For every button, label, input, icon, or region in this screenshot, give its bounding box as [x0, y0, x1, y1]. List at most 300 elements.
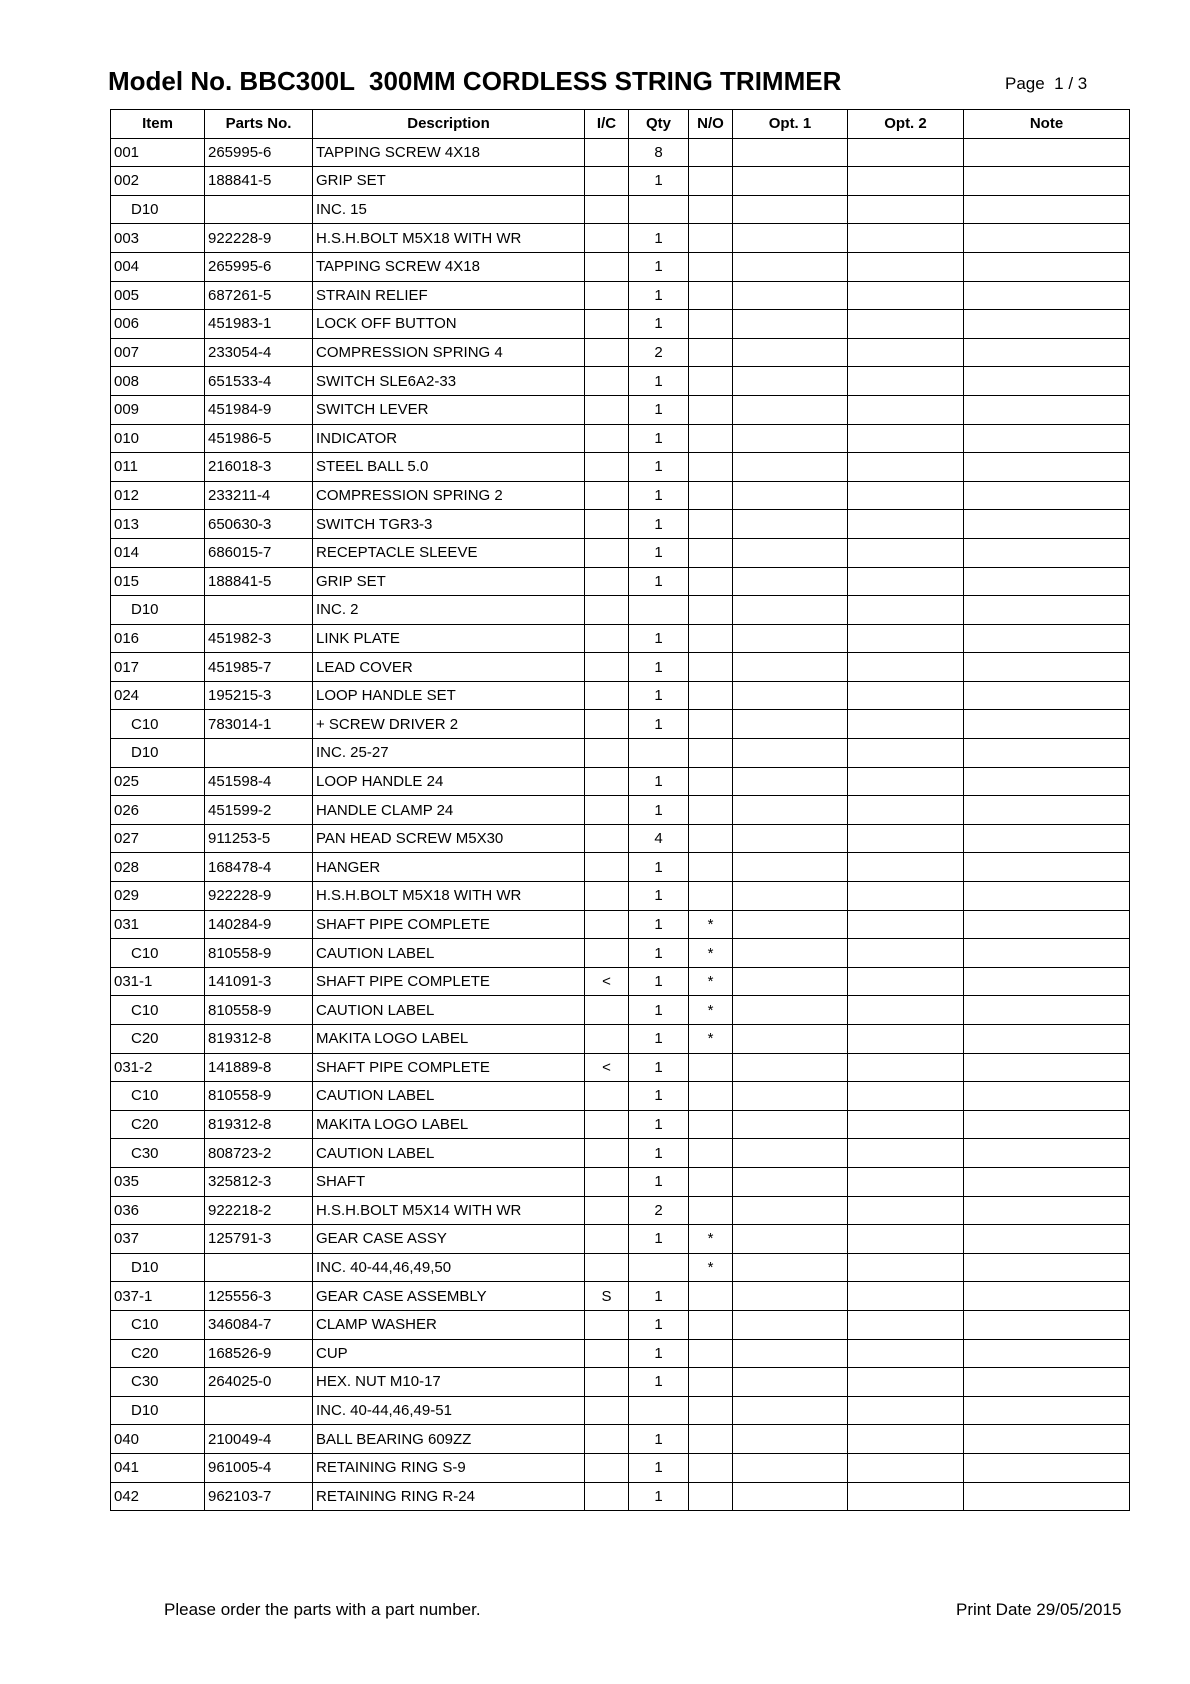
cell-note — [964, 281, 1130, 310]
cell-qty: 1 — [629, 310, 689, 339]
cell-note — [964, 882, 1130, 911]
cell-note — [964, 1482, 1130, 1511]
cell-no — [689, 653, 733, 682]
cell-item: 015 — [111, 567, 205, 596]
cell-opt2 — [848, 796, 964, 825]
cell-description: H.S.H.BOLT M5X18 WITH WR — [313, 224, 585, 253]
cell-no — [689, 567, 733, 596]
table-row — [111, 1453, 1130, 1482]
cell-parts-no — [205, 195, 313, 224]
cell-opt1 — [733, 1282, 848, 1311]
table-row — [111, 367, 1130, 396]
cell-ic — [585, 1368, 629, 1397]
table-row — [111, 138, 1130, 167]
cell-opt2 — [848, 681, 964, 710]
cell-no — [689, 224, 733, 253]
table-row — [111, 710, 1130, 739]
cell-description: GRIP SET — [313, 567, 585, 596]
cell-opt1 — [733, 1025, 848, 1054]
cell-note — [964, 310, 1130, 339]
cell-description: MAKITA LOGO LABEL — [313, 1025, 585, 1054]
cell-qty: 1 — [629, 996, 689, 1025]
cell-description: COMPRESSION SPRING 4 — [313, 338, 585, 367]
cell-item: 010 — [111, 424, 205, 453]
cell-item: C10 — [111, 1310, 205, 1339]
cell-note — [964, 910, 1130, 939]
cell-item: 014 — [111, 538, 205, 567]
cell-opt1 — [733, 1396, 848, 1425]
cell-note — [964, 1025, 1130, 1054]
cell-opt2 — [848, 1196, 964, 1225]
column-header-parts-no: Parts No. — [205, 110, 313, 139]
cell-no — [689, 853, 733, 882]
cell-no — [689, 710, 733, 739]
cell-ic — [585, 481, 629, 510]
cell-parts-no: 687261-5 — [205, 281, 313, 310]
cell-no — [689, 767, 733, 796]
cell-description: SWITCH LEVER — [313, 395, 585, 424]
cell-opt2 — [848, 653, 964, 682]
cell-ic — [585, 1396, 629, 1425]
cell-note — [964, 853, 1130, 882]
cell-parts-no: 819312-8 — [205, 1110, 313, 1139]
cell-no — [689, 1110, 733, 1139]
cell-no — [689, 252, 733, 281]
cell-note — [964, 424, 1130, 453]
cell-description: RECEPTACLE SLEEVE — [313, 538, 585, 567]
cell-opt1 — [733, 567, 848, 596]
cell-parts-no: 168526-9 — [205, 1339, 313, 1368]
cell-description: RETAINING RING R-24 — [313, 1482, 585, 1511]
cell-opt1 — [733, 624, 848, 653]
cell-description: RETAINING RING S-9 — [313, 1453, 585, 1482]
cell-no — [689, 1196, 733, 1225]
cell-no — [689, 481, 733, 510]
cell-no — [689, 1310, 733, 1339]
cell-qty: 1 — [629, 1339, 689, 1368]
cell-ic — [585, 1339, 629, 1368]
cell-opt2 — [848, 453, 964, 482]
cell-opt1 — [733, 252, 848, 281]
cell-qty: 1 — [629, 510, 689, 539]
cell-item: 008 — [111, 367, 205, 396]
cell-item: C20 — [111, 1110, 205, 1139]
cell-opt2 — [848, 967, 964, 996]
table-row — [111, 1425, 1130, 1454]
table-row — [111, 653, 1130, 682]
table-row — [111, 224, 1130, 253]
cell-item: 029 — [111, 882, 205, 911]
cell-parts-no: 783014-1 — [205, 710, 313, 739]
cell-opt1 — [733, 1310, 848, 1339]
cell-note — [964, 824, 1130, 853]
cell-qty: 4 — [629, 824, 689, 853]
table-row — [111, 739, 1130, 768]
cell-qty: 1 — [629, 395, 689, 424]
cell-no — [689, 424, 733, 453]
cell-item: 026 — [111, 796, 205, 825]
cell-item: 003 — [111, 224, 205, 253]
cell-ic — [585, 710, 629, 739]
cell-item: C20 — [111, 1339, 205, 1368]
column-header-item: Item — [111, 110, 205, 139]
table-row — [111, 1196, 1130, 1225]
cell-opt2 — [848, 567, 964, 596]
column-header-ic: I/C — [585, 110, 629, 139]
cell-ic — [585, 1310, 629, 1339]
cell-note — [964, 1282, 1130, 1311]
table-row — [111, 1053, 1130, 1082]
table-row — [111, 395, 1130, 424]
cell-no — [689, 1082, 733, 1111]
cell-parts-no — [205, 1253, 313, 1282]
cell-ic — [585, 1453, 629, 1482]
cell-note — [964, 939, 1130, 968]
table-row — [111, 1225, 1130, 1254]
cell-note — [964, 224, 1130, 253]
cell-description: STRAIN RELIEF — [313, 281, 585, 310]
cell-item: 024 — [111, 681, 205, 710]
cell-note — [964, 1082, 1130, 1111]
table-row — [111, 596, 1130, 625]
cell-no: * — [689, 1253, 733, 1282]
cell-qty: 1 — [629, 224, 689, 253]
cell-description: INDICATOR — [313, 424, 585, 453]
cell-opt1 — [733, 882, 848, 911]
table-row — [111, 453, 1130, 482]
cell-parts-no: 195215-3 — [205, 681, 313, 710]
cell-note — [964, 1425, 1130, 1454]
cell-qty: 1 — [629, 1282, 689, 1311]
cell-no — [689, 1425, 733, 1454]
cell-item: 004 — [111, 252, 205, 281]
cell-ic — [585, 224, 629, 253]
cell-opt1 — [733, 1110, 848, 1139]
cell-description: GRIP SET — [313, 167, 585, 196]
cell-description: INC. 40-44,46,49,50 — [313, 1253, 585, 1282]
cell-parts-no: 651533-4 — [205, 367, 313, 396]
cell-no — [689, 596, 733, 625]
cell-no — [689, 167, 733, 196]
cell-parts-no: 922218-2 — [205, 1196, 313, 1225]
cell-no: * — [689, 1025, 733, 1054]
cell-opt1 — [733, 596, 848, 625]
cell-ic — [585, 1025, 629, 1054]
table-row — [111, 167, 1130, 196]
cell-parts-no: 141889-8 — [205, 1053, 313, 1082]
cell-opt2 — [848, 510, 964, 539]
cell-item: 031 — [111, 910, 205, 939]
cell-note — [964, 1225, 1130, 1254]
table-row — [111, 1396, 1130, 1425]
table-row — [111, 824, 1130, 853]
cell-item: D10 — [111, 1253, 205, 1282]
cell-description: INC. 2 — [313, 596, 585, 625]
cell-parts-no: 911253-5 — [205, 824, 313, 853]
cell-qty: 1 — [629, 1082, 689, 1111]
cell-ic: < — [585, 967, 629, 996]
cell-opt1 — [733, 167, 848, 196]
cell-description: CAUTION LABEL — [313, 939, 585, 968]
cell-description: TAPPING SCREW 4X18 — [313, 252, 585, 281]
cell-parts-no: 686015-7 — [205, 538, 313, 567]
cell-qty: 1 — [629, 967, 689, 996]
table-row — [111, 1110, 1130, 1139]
footer-print-date: Print Date 29/05/2015 — [956, 1600, 1122, 1619]
cell-note — [964, 252, 1130, 281]
cell-qty: 2 — [629, 1196, 689, 1225]
cell-parts-no — [205, 596, 313, 625]
table-header-row — [111, 110, 1130, 139]
cell-opt2 — [848, 1396, 964, 1425]
cell-qty: 1 — [629, 939, 689, 968]
cell-note — [964, 1310, 1130, 1339]
cell-description: INC. 40-44,46,49-51 — [313, 1396, 585, 1425]
table-row — [111, 624, 1130, 653]
table-row — [111, 1167, 1130, 1196]
cell-opt1 — [733, 138, 848, 167]
footer-order-note: Please order the parts with a part number. — [164, 1600, 481, 1619]
cell-qty: 1 — [629, 481, 689, 510]
cell-item: 031-2 — [111, 1053, 205, 1082]
cell-opt1 — [733, 281, 848, 310]
table-row — [111, 1082, 1130, 1111]
cell-opt2 — [848, 624, 964, 653]
cell-parts-no: 961005-4 — [205, 1453, 313, 1482]
cell-no — [689, 395, 733, 424]
cell-qty: 1 — [629, 1368, 689, 1397]
cell-ic — [585, 138, 629, 167]
cell-opt1 — [733, 1339, 848, 1368]
cell-item: 001 — [111, 138, 205, 167]
cell-description: SWITCH TGR3-3 — [313, 510, 585, 539]
table-row — [111, 567, 1130, 596]
cell-opt2 — [848, 1053, 964, 1082]
cell-no — [689, 310, 733, 339]
cell-opt1 — [733, 1425, 848, 1454]
cell-parts-no: 216018-3 — [205, 453, 313, 482]
cell-item: 016 — [111, 624, 205, 653]
cell-description: PAN HEAD SCREW M5X30 — [313, 824, 585, 853]
table-row — [111, 1139, 1130, 1168]
cell-ic — [585, 1225, 629, 1254]
cell-qty: 1 — [629, 281, 689, 310]
cell-note — [964, 138, 1130, 167]
cell-qty: 1 — [629, 796, 689, 825]
cell-ic — [585, 281, 629, 310]
cell-opt2 — [848, 252, 964, 281]
cell-ic — [585, 796, 629, 825]
cell-opt2 — [848, 281, 964, 310]
cell-opt1 — [733, 453, 848, 482]
cell-item: 031-1 — [111, 967, 205, 996]
cell-qty — [629, 1396, 689, 1425]
cell-description: H.S.H.BOLT M5X18 WITH WR — [313, 882, 585, 911]
cell-ic — [585, 767, 629, 796]
cell-parts-no: 808723-2 — [205, 1139, 313, 1168]
cell-no — [689, 681, 733, 710]
cell-ic — [585, 1196, 629, 1225]
cell-parts-no: 962103-7 — [205, 1482, 313, 1511]
cell-opt1 — [733, 367, 848, 396]
cell-qty: 2 — [629, 338, 689, 367]
cell-opt2 — [848, 1025, 964, 1054]
cell-item: 037-1 — [111, 1282, 205, 1311]
cell-opt2 — [848, 1425, 964, 1454]
cell-description: CLAMP WASHER — [313, 1310, 585, 1339]
cell-description: GEAR CASE ASSEMBLY — [313, 1282, 585, 1311]
cell-note — [964, 1053, 1130, 1082]
cell-ic — [585, 853, 629, 882]
cell-qty: 1 — [629, 1453, 689, 1482]
cell-ic — [585, 1425, 629, 1454]
cell-description: CAUTION LABEL — [313, 1139, 585, 1168]
cell-item: D10 — [111, 596, 205, 625]
cell-item: 037 — [111, 1225, 205, 1254]
cell-no — [689, 1139, 733, 1168]
cell-description: TAPPING SCREW 4X18 — [313, 138, 585, 167]
cell-opt1 — [733, 1196, 848, 1225]
cell-opt1 — [733, 910, 848, 939]
cell-qty: 1 — [629, 167, 689, 196]
cell-opt1 — [733, 195, 848, 224]
cell-opt2 — [848, 767, 964, 796]
cell-qty: 1 — [629, 1425, 689, 1454]
cell-description: SHAFT PIPE COMPLETE — [313, 910, 585, 939]
cell-parts-no: 188841-5 — [205, 567, 313, 596]
cell-description: INC. 15 — [313, 195, 585, 224]
cell-parts-no: 810558-9 — [205, 996, 313, 1025]
cell-ic — [585, 453, 629, 482]
cell-note — [964, 1196, 1130, 1225]
column-header-opt2: Opt. 2 — [848, 110, 964, 139]
cell-parts-no: 451598-4 — [205, 767, 313, 796]
column-header-no: N/O — [689, 110, 733, 139]
table-row — [111, 853, 1130, 882]
cell-description: COMPRESSION SPRING 2 — [313, 481, 585, 510]
cell-opt2 — [848, 424, 964, 453]
cell-item: D10 — [111, 195, 205, 224]
cell-item: 035 — [111, 1167, 205, 1196]
cell-qty: 1 — [629, 882, 689, 911]
cell-ic — [585, 1167, 629, 1196]
cell-description: LINK PLATE — [313, 624, 585, 653]
cell-qty: 1 — [629, 681, 689, 710]
cell-parts-no: 233211-4 — [205, 481, 313, 510]
cell-opt1 — [733, 1053, 848, 1082]
cell-qty: 1 — [629, 653, 689, 682]
cell-qty: 1 — [629, 1110, 689, 1139]
cell-parts-no: 140284-9 — [205, 910, 313, 939]
cell-ic — [585, 310, 629, 339]
cell-no — [689, 796, 733, 825]
cell-item: 007 — [111, 338, 205, 367]
cell-note — [964, 710, 1130, 739]
cell-item: C30 — [111, 1139, 205, 1168]
cell-item: 005 — [111, 281, 205, 310]
table-row — [111, 481, 1130, 510]
table-row — [111, 338, 1130, 367]
table-row — [111, 1025, 1130, 1054]
cell-ic — [585, 252, 629, 281]
cell-opt1 — [733, 510, 848, 539]
table-row — [111, 510, 1130, 539]
cell-qty: 1 — [629, 1310, 689, 1339]
cell-no: * — [689, 996, 733, 1025]
cell-opt2 — [848, 338, 964, 367]
cell-item: 013 — [111, 510, 205, 539]
cell-qty: 1 — [629, 252, 689, 281]
cell-note — [964, 681, 1130, 710]
cell-no: * — [689, 1225, 733, 1254]
cell-note — [964, 167, 1130, 196]
cell-parts-no: 125791-3 — [205, 1225, 313, 1254]
cell-no — [689, 338, 733, 367]
cell-description: + SCREW DRIVER 2 — [313, 710, 585, 739]
cell-note — [964, 1139, 1130, 1168]
cell-item: 027 — [111, 824, 205, 853]
cell-opt2 — [848, 310, 964, 339]
column-header-note: Note — [964, 110, 1130, 139]
cell-ic: S — [585, 1282, 629, 1311]
cell-description: CUP — [313, 1339, 585, 1368]
cell-item: D10 — [111, 739, 205, 768]
cell-parts-no: 233054-4 — [205, 338, 313, 367]
cell-note — [964, 1167, 1130, 1196]
cell-opt1 — [733, 338, 848, 367]
cell-no — [689, 453, 733, 482]
cell-note — [964, 739, 1130, 768]
cell-item: 002 — [111, 167, 205, 196]
cell-no: * — [689, 910, 733, 939]
cell-parts-no: 451984-9 — [205, 395, 313, 424]
cell-opt1 — [733, 1482, 848, 1511]
cell-item: C10 — [111, 996, 205, 1025]
cell-qty — [629, 195, 689, 224]
cell-opt1 — [733, 739, 848, 768]
cell-description: SWITCH SLE6A2-33 — [313, 367, 585, 396]
cell-no — [689, 1167, 733, 1196]
table-row — [111, 1368, 1130, 1397]
cell-no — [689, 1482, 733, 1511]
cell-parts-no — [205, 1396, 313, 1425]
cell-no — [689, 1053, 733, 1082]
cell-opt2 — [848, 1310, 964, 1339]
table-row — [111, 281, 1130, 310]
cell-opt2 — [848, 395, 964, 424]
cell-no — [689, 1396, 733, 1425]
cell-qty: 1 — [629, 910, 689, 939]
cell-ic — [585, 395, 629, 424]
cell-ic — [585, 910, 629, 939]
cell-description: CAUTION LABEL — [313, 1082, 585, 1111]
cell-qty — [629, 596, 689, 625]
cell-qty: 1 — [629, 1167, 689, 1196]
cell-note — [964, 453, 1130, 482]
table-row — [111, 939, 1130, 968]
cell-qty: 8 — [629, 138, 689, 167]
cell-ic — [585, 367, 629, 396]
cell-parts-no: 141091-3 — [205, 967, 313, 996]
cell-opt1 — [733, 853, 848, 882]
cell-no — [689, 1368, 733, 1397]
cell-no — [689, 1453, 733, 1482]
cell-note — [964, 1110, 1130, 1139]
cell-description: LOCK OFF BUTTON — [313, 310, 585, 339]
cell-opt1 — [733, 538, 848, 567]
cell-opt2 — [848, 1368, 964, 1397]
cell-opt2 — [848, 1453, 964, 1482]
